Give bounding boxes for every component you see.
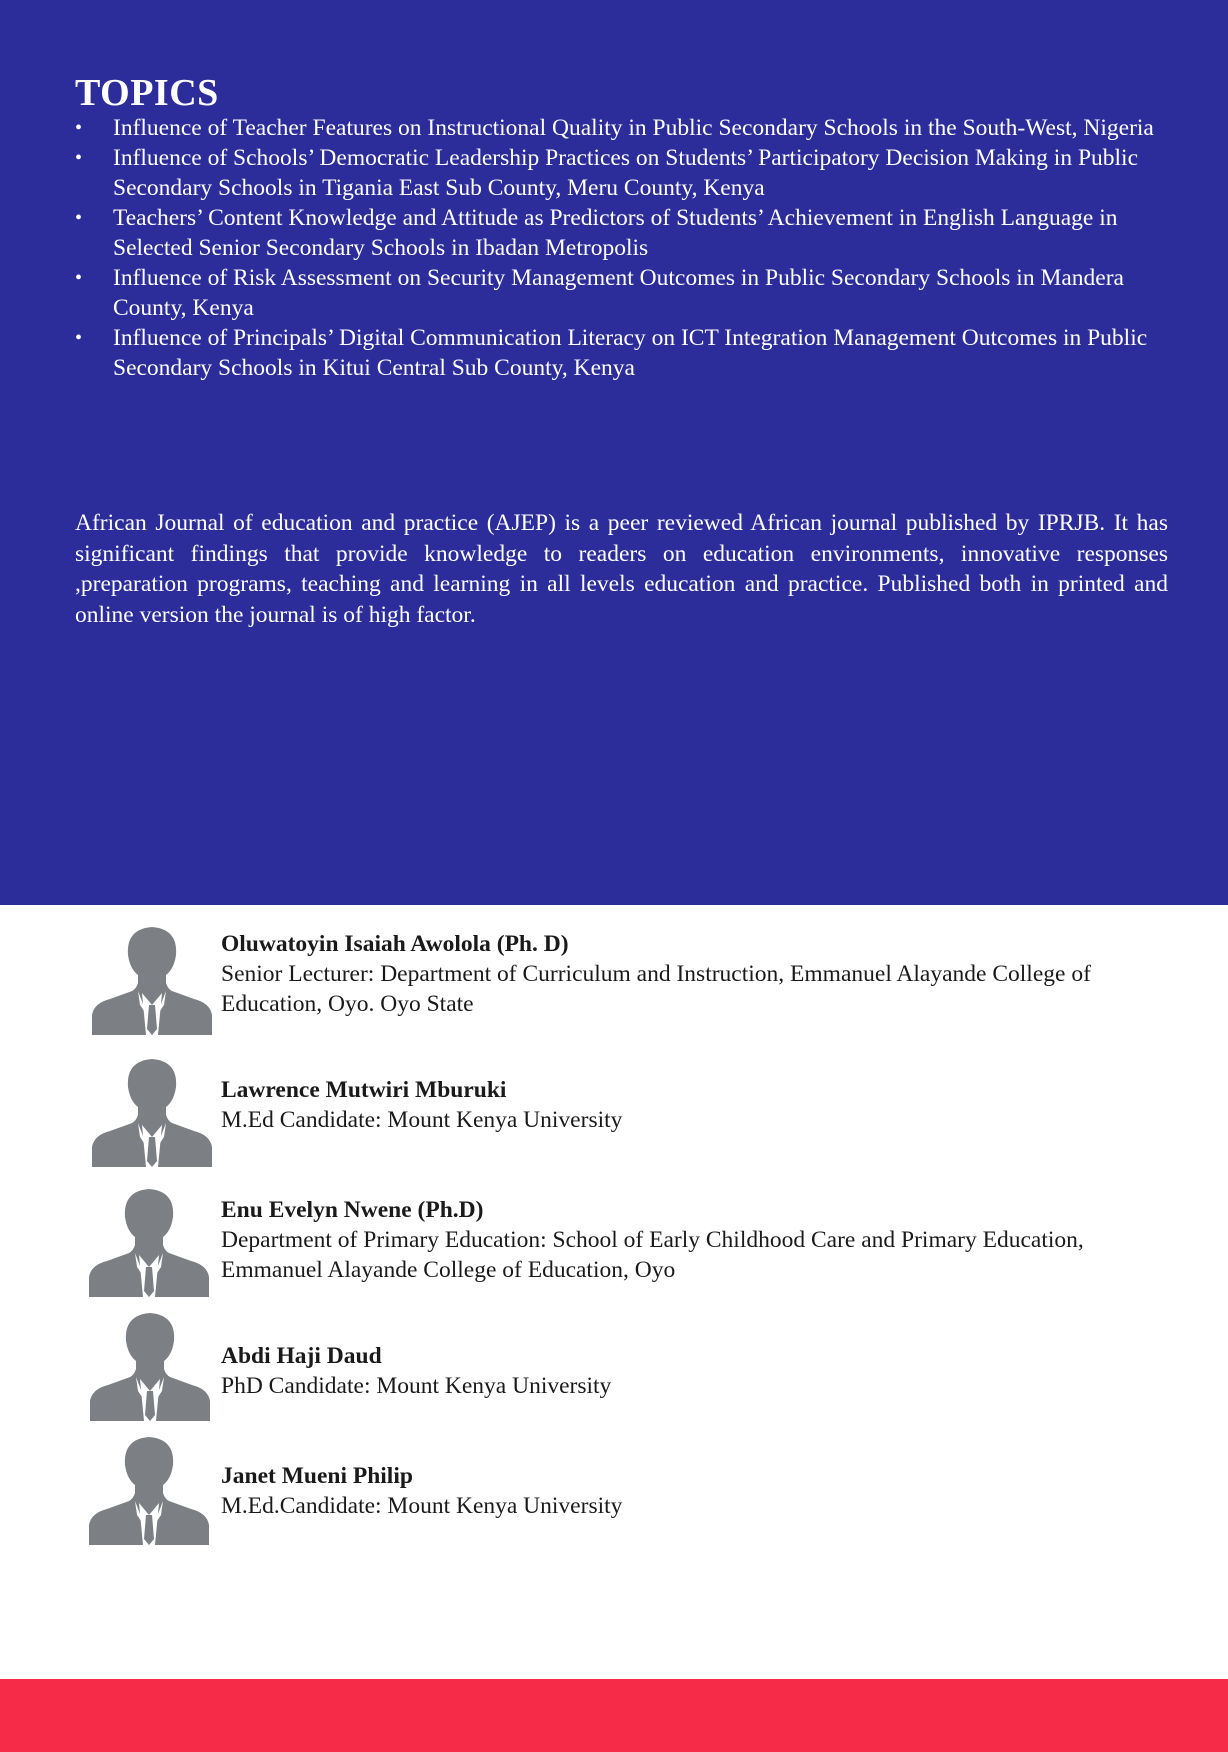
author-name: Lawrence Mutwiri Mburuki (221, 1077, 507, 1103)
author-affiliation: PhD Candidate: Mount Kenya University (221, 1373, 612, 1399)
topic-item (75, 143, 1170, 203)
bullet-icon: • (75, 207, 83, 229)
author-affiliation: M.Ed.Candidate: Mount Kenya University (221, 1493, 623, 1519)
topics-heading: TOPICS (75, 72, 219, 114)
author-name: Oluwatoyin Isaiah Awolola (Ph. D) (221, 931, 569, 957)
author-affiliation: M.Ed Candidate: Mount Kenya University (221, 1107, 623, 1133)
topic-item (75, 323, 1170, 383)
author-info (221, 1075, 1171, 1135)
footer-band (0, 1679, 1228, 1752)
author-affiliation: Department of Primary Education: School of Early Childhood Care and Primary Education, Emmanuel Alayande College of Education, Oyo (221, 1227, 1084, 1283)
author-info (221, 1461, 1171, 1521)
topic-item (75, 203, 1170, 263)
bullet-icon: • (75, 117, 83, 139)
topic-text: Teachers’ Content Knowledge and Attitude as Predictors of Students’ Achievement in English Language in Selected Senior Secondary Schools in Ibadan Metropolis (113, 205, 1118, 261)
author-info (221, 1341, 1171, 1401)
person-silhouette-icon (92, 1057, 212, 1167)
person-silhouette-icon (90, 1311, 210, 1421)
topics-list (75, 113, 1170, 383)
person-silhouette-icon (92, 925, 212, 1035)
author-name: Janet Mueni Philip (221, 1463, 413, 1489)
person-silhouette-icon (89, 1435, 209, 1545)
topic-item (75, 263, 1170, 323)
topic-item (75, 113, 1170, 143)
bullet-icon: • (75, 147, 83, 169)
bullet-icon: • (75, 327, 83, 349)
author-info (221, 929, 1171, 1019)
bullet-icon: • (75, 267, 83, 289)
person-silhouette-icon (89, 1187, 209, 1297)
author-name: Enu Evelyn Nwene (Ph.D) (221, 1197, 484, 1223)
topic-text: Influence of Risk Assessment on Security Management Outcomes in Public Secondary Schools in Mandera County, Kenya (113, 265, 1124, 321)
topic-text: Influence of Teacher Features on Instructional Quality in Public Secondary Schools in the South-West, Nigeria (113, 115, 1154, 141)
author-affiliation: Senior Lecturer: Department of Curriculum and Instruction, Emmanuel Alayande College of Education, Oyo. Oyo State (221, 961, 1091, 1017)
author-info (221, 1195, 1171, 1285)
author-name: Abdi Haji Daud (221, 1343, 382, 1369)
journal-description: African Journal of education and practice (AJEP) is a peer reviewed African journal published by IPRJB. It has significant findings that provide knowledge to readers on education environments, innovative responses ,preparation programs, teaching and learning in all levels education and practice. Published both in printed and online version the journal is of high factor. (75, 510, 1168, 628)
topic-text: Influence of Schools’ Democratic Leadership Practices on Students’ Participatory Decision Making in Public Secondary Schools in Tigania East Sub County, Meru County, Kenya (113, 145, 1139, 201)
topic-text: Influence of Principals’ Digital Communication Literacy on ICT Integration Management Outcomes in Public Secondary Schools in Kitui Central Sub County, Kenya (113, 325, 1148, 381)
